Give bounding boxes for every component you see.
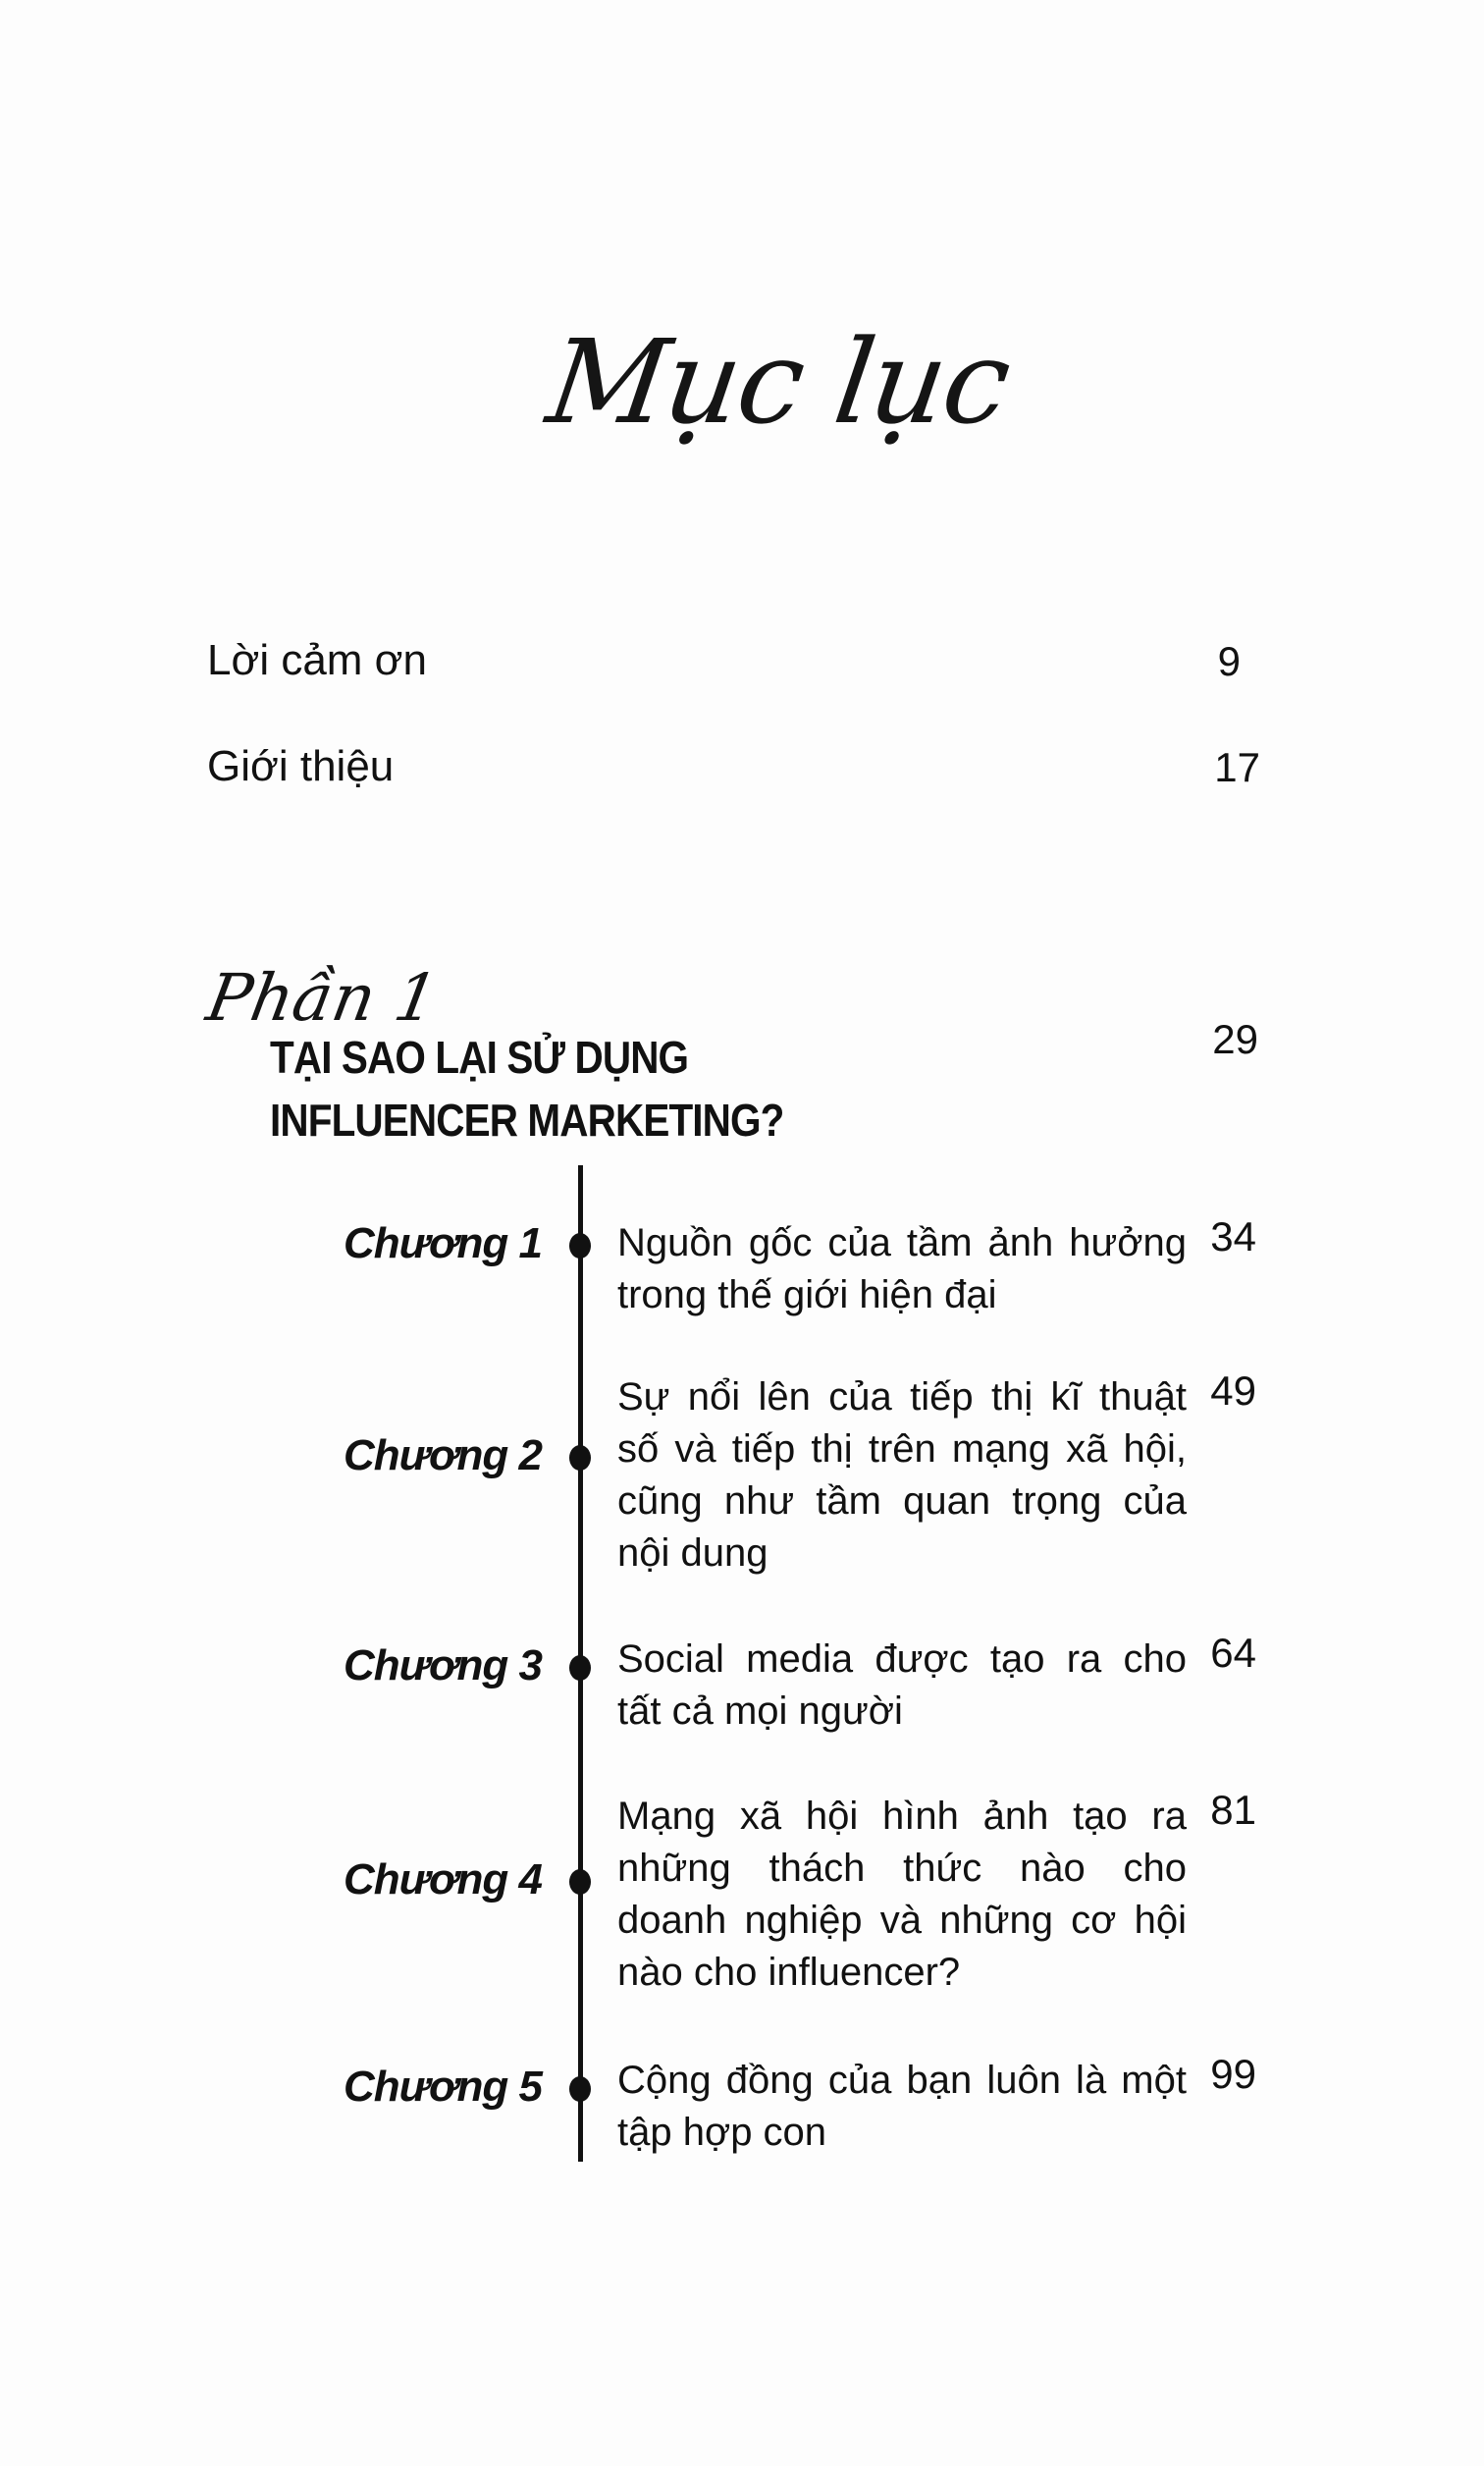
chapter-title-line: tập hợp con (617, 2111, 827, 2154)
chapter-title-line: Sự nổi lên của tiếp thị kĩ thuật (617, 1375, 1187, 1419)
page-title: Mục lục (540, 314, 1017, 450)
page-number: 99 (1210, 2051, 1256, 2097)
chapter-title-line: số và tiếp thị trên mạng xã hội, (617, 1427, 1187, 1471)
chapter-title (617, 2055, 1187, 2159)
chapter-title (617, 1217, 1187, 1321)
chapter-title (617, 1791, 1187, 1999)
page-number: 64 (1210, 1630, 1256, 1676)
chapter-label: Chương 5 (343, 2063, 542, 2111)
page-number: 49 (1210, 1367, 1256, 1414)
timeline-dot-icon (569, 1445, 591, 1471)
page-number: 9 (1217, 638, 1241, 684)
timeline-dot-icon (569, 2076, 591, 2102)
chapter-title-line: Mạng xã hội hình ảnh tạo ra (617, 1795, 1187, 1838)
chapter-title-line: tất cả mọi người (617, 1689, 903, 1733)
chapter-title-line: Cộng đồng của bạn luôn là một (617, 2059, 1187, 2102)
page-number: 81 (1210, 1787, 1256, 1833)
page-number: 34 (1210, 1213, 1256, 1260)
chapter-title (617, 1371, 1187, 1580)
chapter-title-line: doanh nghiệp và những cơ hội (617, 1899, 1187, 1942)
chapter-label: Chương 2 (343, 1431, 542, 1479)
part-title-line: TẠI SAO LẠI SỬ DỤNG (270, 1032, 689, 1083)
timeline-dot-icon (569, 1655, 591, 1681)
chapter-title-line: Nguồn gốc của tầm ảnh hưởng (617, 1221, 1187, 1264)
chapter-title-line: trong thế giới hiện đại (617, 1273, 997, 1316)
part-label: Phần 1 (201, 960, 444, 1036)
chapter-title-line: nào cho influencer? (617, 1951, 961, 1994)
chapter-label: Chương 4 (343, 1855, 542, 1903)
part-title (270, 1026, 783, 1152)
chapter-title-line: nội dung (617, 1531, 768, 1575)
chapter-title-line: những thách thức nào cho (617, 1847, 1187, 1890)
timeline-dot-icon (569, 1233, 591, 1259)
chapter-label: Chương 3 (343, 1641, 542, 1689)
chapter-title-line: Social media được tạo ra cho (617, 1637, 1187, 1681)
page-number: 17 (1214, 744, 1260, 790)
chapter-title-line: cũng như tầm quan trọng của (617, 1479, 1187, 1523)
chapter-title (617, 1634, 1187, 1738)
toc-entry-acknowledgements: Lời cảm ơn (207, 636, 427, 684)
timeline-dot-icon (569, 1869, 591, 1895)
chapter-label: Chương 1 (343, 1219, 542, 1267)
toc-entry-introduction: Giới thiệu (207, 742, 395, 790)
page-number: 29 (1212, 1016, 1258, 1062)
part-title-line: INFLUENCER MARKETING? (270, 1095, 784, 1146)
